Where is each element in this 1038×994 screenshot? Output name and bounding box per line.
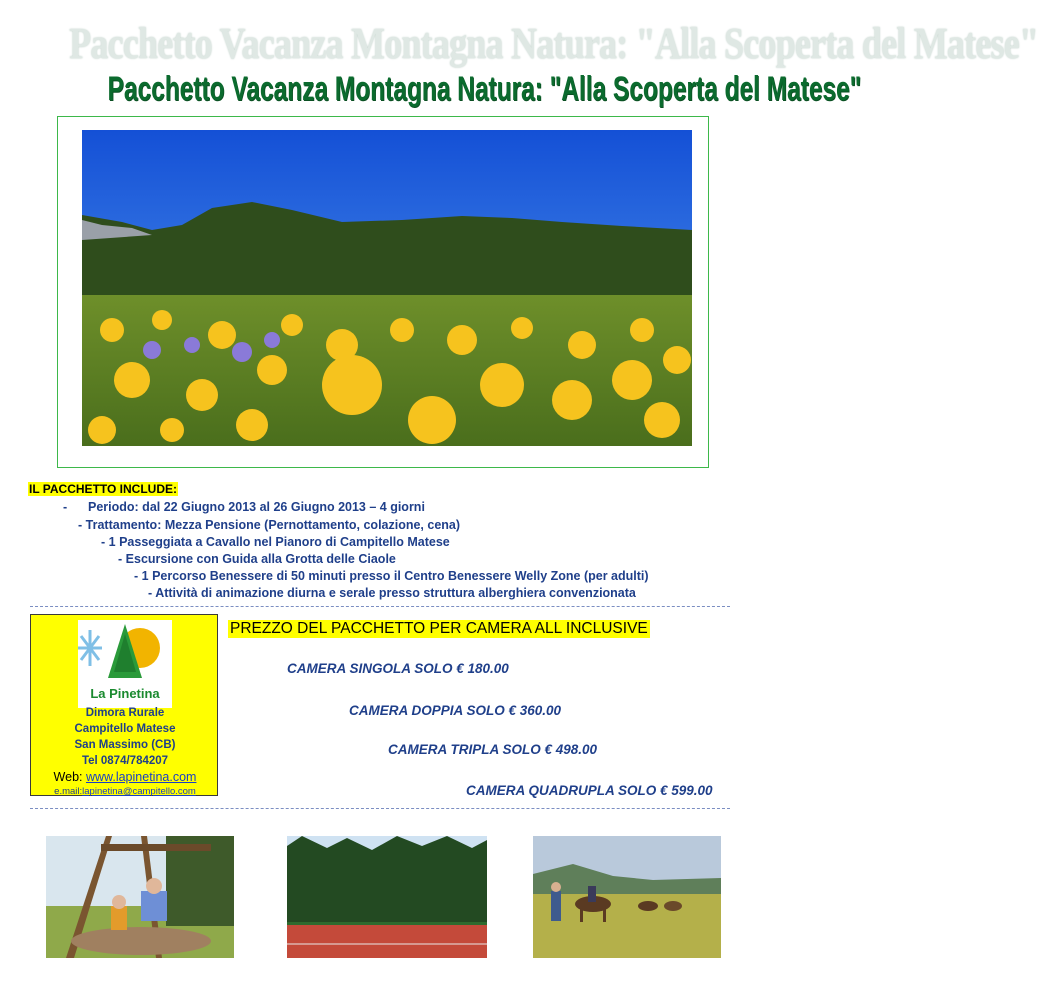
include-item [101, 535, 450, 549]
hero-flower-meadow-image [82, 130, 692, 446]
web-label: Web: [53, 770, 86, 784]
include-item [148, 586, 636, 600]
price-single: CAMERA SINGOLA SOLO € 180.00 [287, 661, 509, 676]
include-item [118, 552, 396, 566]
title-shadow: Pacchetto Vacanza Montagna Natura: "Alla Scoperta del Matese" [69, 19, 1038, 68]
include-text: 1 Passeggiata a Cavallo nel Pianoro di Campitello Matese [108, 535, 450, 549]
divider-bottom [30, 808, 730, 809]
contact-phone: Tel 0874/784207 [81, 755, 169, 767]
bullet-dash: - [101, 535, 106, 549]
bullet-dash: - [118, 552, 123, 566]
divider-top [30, 606, 730, 607]
email-label: e.mail: [54, 786, 83, 797]
horse-riding-photo [533, 836, 721, 958]
price-triple: CAMERA TRIPLA SOLO € 498.00 [388, 742, 598, 757]
include-item [134, 569, 649, 583]
contact-box [30, 614, 218, 796]
include-text: 1 Percorso Benessere di 50 minuti presso il Centro Benessere Welly Zone (per adulti) [141, 569, 649, 583]
include-text: Periodo: dal 22 Giugno 2013 al 26 Giugno 2013 – 4 giorni [88, 500, 425, 514]
include-text: Attività di animazione diurna e serale presso struttura alberghiera convenzionata [155, 586, 636, 600]
logo-text: La Pinetina [90, 686, 160, 701]
include-item [78, 518, 460, 532]
bullet-dash: - [148, 586, 153, 600]
includes-heading: IL PACCHETTO INCLUDE: [29, 482, 178, 496]
bullet-dash: - [63, 500, 68, 514]
include-text: Trattamento: Mezza Pensione (Pernottamento, colazione, cena) [85, 518, 461, 532]
price-heading: PREZZO DEL PACCHETTO PER CAMERA ALL INCLUSIVE [230, 620, 648, 637]
contact-line: San Massimo (CB) [74, 739, 176, 751]
contact-line: Dimora Rurale [85, 707, 165, 719]
contact-web [31, 770, 219, 784]
web-link[interactable]: www.lapinetina.com [85, 770, 197, 784]
email-link[interactable]: lapinetina@campitello.com [82, 786, 196, 797]
playground-swing-photo [46, 836, 234, 958]
include-item [63, 500, 425, 514]
contact-line: Campitello Matese [74, 723, 176, 735]
page-title: Pacchetto Vacanza Montagna Natura: "Alla Scoperta del Matese" [107, 70, 862, 108]
price-quadruple: CAMERA QUADRUPLA SOLO € 599.00 [466, 783, 713, 798]
la-pinetina-logo [78, 620, 172, 708]
bullet-dash: - [134, 569, 139, 583]
contact-email [31, 786, 219, 797]
include-text: Escursione con Guida alla Grotta delle Ciaole [125, 552, 396, 566]
forest-tennis-court-photo [287, 836, 487, 958]
bullet-dash: - [78, 518, 83, 532]
price-double: CAMERA DOPPIA SOLO € 360.00 [349, 703, 562, 718]
